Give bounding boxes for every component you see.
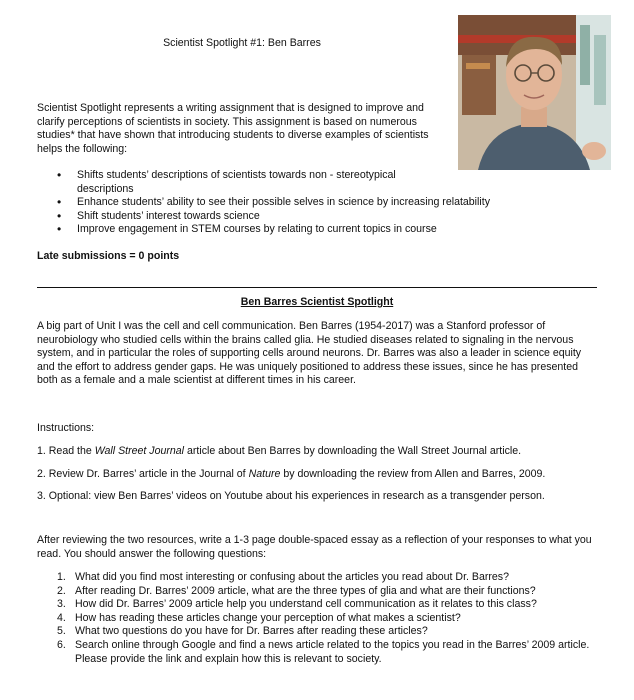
section-divider bbox=[37, 287, 597, 288]
ben-barres-photo bbox=[458, 15, 611, 170]
question-text: What two questions do you have for Dr. Barres after reading these articles? bbox=[75, 625, 428, 638]
list-item bbox=[37, 612, 602, 626]
instruction-step bbox=[37, 490, 607, 504]
question-text: How did Dr. Barres’ 2009 article help you understand cell communication as it relates to this class? bbox=[75, 598, 537, 611]
question-number: 3. bbox=[57, 598, 66, 611]
question-text: What did you find most interesting or confusing about the articles you read about Dr. Barres? bbox=[75, 571, 509, 583]
question-number: 4. bbox=[57, 611, 66, 624]
step-text: article about Ben Barres by downloading the Wall Street Journal article. bbox=[184, 445, 522, 457]
list-item: • Shifts students’ descriptions of scientists towards non - stereotypical descriptions bbox=[37, 169, 437, 196]
essay-instructions: After reviewing the two resources, write a 1-3 page double-spaced essay as a reflection of your responses to what you read. You should answer the following questions: bbox=[37, 534, 592, 560]
body-paragraph: A big part of Unit I was the cell and cell communication. Ben Barres (1954-2017) was a Stanford professor of neurobiology who studied cells within the brains called glia. He studied diseases related to signaling in the nervous system, and in particular the roles of supporting cells around neurons. Dr. Barres was also a leader in science equity and the effort to address gender gaps. He was uniquely positioned to address these issues, since he has presented both as a female and a male scientist at different times in his career. bbox=[37, 320, 582, 387]
step-emphasis: Wall Street Journal bbox=[94, 445, 185, 457]
step-text: 2. Review Dr. Barres’ article in the Journal of bbox=[37, 468, 249, 480]
question-number: 6. bbox=[57, 638, 66, 651]
step-emphasis: Nature bbox=[248, 468, 281, 480]
question-number: 2. bbox=[57, 584, 66, 597]
list-item bbox=[37, 598, 602, 612]
list-item: • Shift students’ interest towards science bbox=[37, 210, 537, 224]
instruction-step bbox=[37, 445, 607, 459]
benefits-list bbox=[37, 169, 537, 237]
step-text: 3. Optional: view Ben Barres’ videos on Youtube about his experiences in research as a transgender person. bbox=[37, 490, 545, 502]
list-item bbox=[37, 625, 602, 639]
question-text: Search online through Google and find a news article related to the topics you read in the Barres’ 2009 article. Please provide the link and explain how this is relevant to society. bbox=[75, 638, 590, 665]
document-title: Scientist Spotlight #1: Ben Barres bbox=[163, 37, 321, 49]
list-item: • Improve engagement in STEM courses by relating to current topics in course bbox=[37, 223, 537, 237]
instructions-label: Instructions: bbox=[37, 422, 95, 434]
question-number: 1. bbox=[57, 571, 66, 583]
list-item: • Enhance students’ ability to see their possible selves in science by increasing relatability bbox=[37, 196, 537, 210]
instruction-step bbox=[37, 468, 607, 482]
list-item bbox=[37, 571, 602, 585]
question-number: 5. bbox=[57, 625, 66, 638]
list-item bbox=[37, 639, 602, 666]
list-item bbox=[37, 585, 602, 599]
question-text: How has reading these articles change your perception of what makes a scientist? bbox=[75, 611, 461, 624]
question-text: After reading Dr. Barres’ 2009 article, what are the three types of glia and what are their functions? bbox=[75, 584, 536, 597]
section-heading: Ben Barres Scientist Spotlight bbox=[240, 296, 394, 308]
late-policy: Late submissions = 0 points bbox=[37, 250, 180, 262]
intro-paragraph: Scientist Spotlight represents a writing assignment that is designed to improve and clarify perceptions of scientists in society. This assignment is based on numerous studies* that have shown that introducing students to diverse examples of scientists helps the following: bbox=[37, 102, 429, 155]
step-text: by downloading the review from Allen and Barres, 2009. bbox=[280, 468, 546, 480]
questions-list bbox=[37, 571, 602, 666]
step-text: 1. Read the bbox=[37, 445, 95, 457]
